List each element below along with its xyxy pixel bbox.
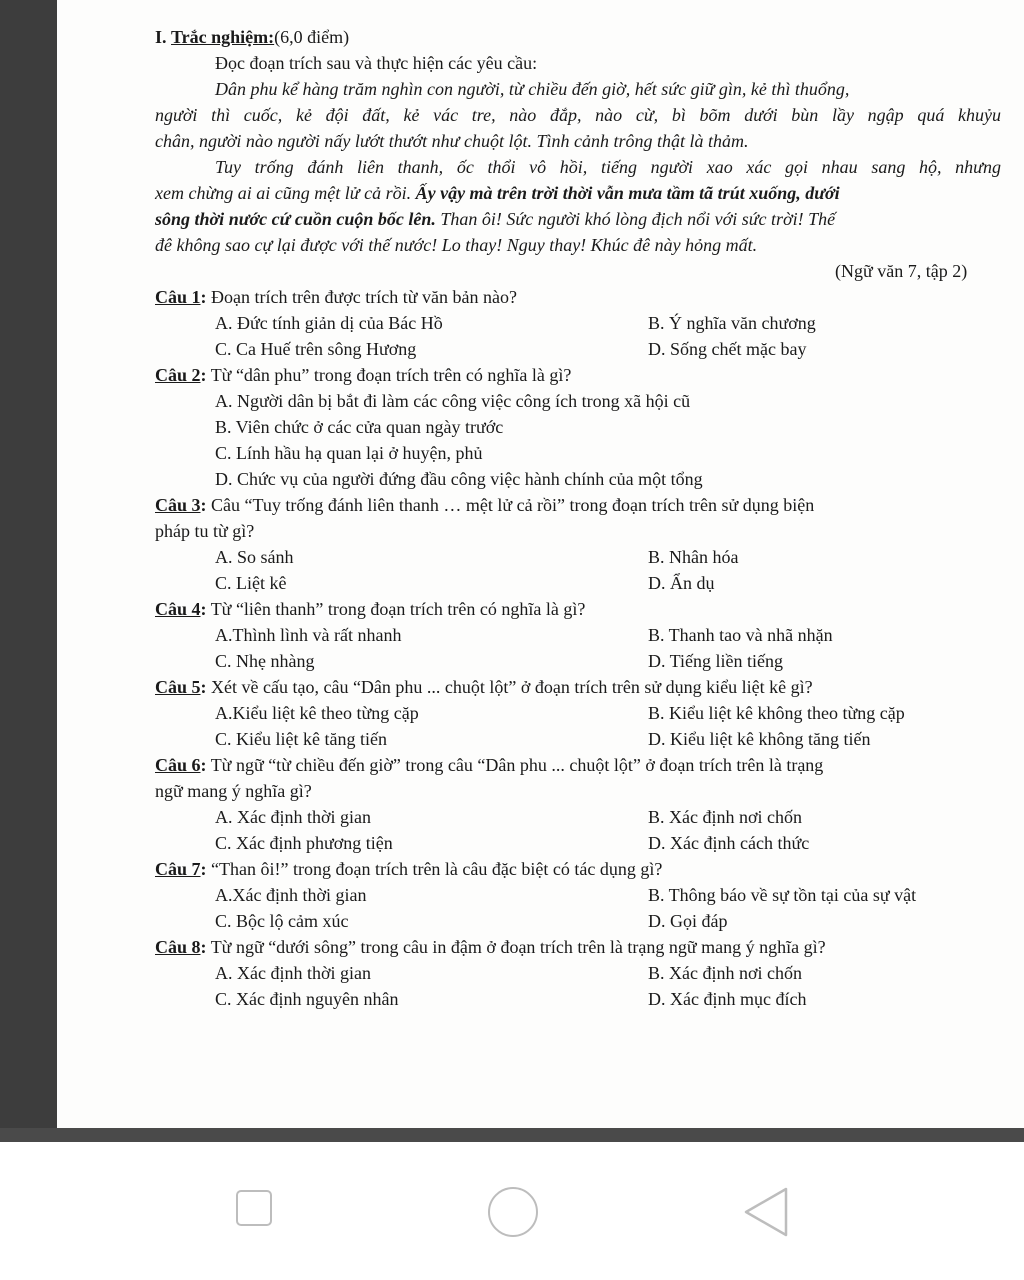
question-3-cont: pháp tu từ gì? xyxy=(155,521,255,541)
passage-line: chân, người nào người nấy lướt thướt như chuột lột. Tình cảnh trông thật là thảm. xyxy=(155,131,749,151)
option-3b: B. Nhân hóa xyxy=(648,547,739,567)
question-3: Câu 3: Câu “Tuy trống đánh liên thanh … mệt lử cả rồi” trong đoạn trích trên sử dụng biện xyxy=(155,495,815,515)
option-8c: C. Xác định nguyên nhân xyxy=(215,989,399,1009)
recent-apps-button[interactable] xyxy=(236,1190,272,1226)
passage-line: Dân phu kể hàng trăm nghìn con người, từ chiều đến giờ, hết sức giữ gìn, kẻ thì thuổng, xyxy=(215,79,850,99)
question-4: Câu 4: Từ “liên thanh” trong đoạn trích trên có nghĩa là gì? xyxy=(155,599,586,619)
option-2d: D. Chức vụ của người đứng đầu công việc hành chính của một tổng xyxy=(215,469,703,489)
passage-line: sông thời nước cứ cuồn cuộn bốc lên. Than ôi! Sức người khó lòng địch nổi với sức trời! Thế xyxy=(155,209,836,229)
option-2c: C. Lính hầu hạ quan lại ở huyện, phủ xyxy=(215,443,483,463)
option-6a: A. Xác định thời gian xyxy=(215,807,371,827)
question-2: Câu 2: Từ “dân phu” trong đoạn trích trên có nghĩa là gì? xyxy=(155,365,572,385)
passage-line: đê không sao cự lại được với thế nước! Lo thay! Nguy thay! Khúc đê này hỏng mất. xyxy=(155,235,758,255)
option-7a: A.Xác định thời gian xyxy=(215,885,367,905)
passage-line: người thì cuốc, kẻ đội đất, kẻ vác tre, nào đắp, nào cừ, bì bõm dưới bùn lầy ngập quá khuỷu xyxy=(155,105,1001,125)
option-5c: C. Kiểu liệt kê tăng tiến xyxy=(215,729,387,749)
question-5: Câu 5: Xét về cấu tạo, câu “Dân phu ... chuột lột” ở đoạn trích trên sử dụng kiểu liệt kê gì? xyxy=(155,677,813,697)
option-7c: C. Bộc lộ cảm xúc xyxy=(215,911,349,931)
instruction: Đọc đoạn trích sau và thực hiện các yêu cầu: xyxy=(215,53,538,73)
back-button[interactable] xyxy=(742,1186,790,1238)
option-4c: C. Nhẹ nhàng xyxy=(215,651,315,671)
option-1a: A. Đức tính giản dị của Bác Hồ xyxy=(215,313,443,333)
option-2a: A. Người dân bị bắt đi làm các công việc công ích trong xã hội cũ xyxy=(215,391,691,411)
option-2b: B. Viên chức ở các cửa quan ngày trước xyxy=(215,417,504,437)
option-6b: B. Xác định nơi chốn xyxy=(648,807,802,827)
question-6: Câu 6: Từ ngữ “từ chiều đến giờ” trong câu “Dân phu ... chuột lột” ở đoạn trích trên là trạng xyxy=(155,755,824,775)
passage-line: xem chừng ai ai cũng mệt lử cả rồi. Ấy vậy mà trên trời thời vẫn mưa tầm tã trút xuống, dưới xyxy=(155,183,840,203)
option-3c: C. Liệt kê xyxy=(215,573,287,593)
option-4b: B. Thanh tao và nhã nhặn xyxy=(648,625,833,645)
option-7b: B. Thông báo về sự tồn tại của sự vật xyxy=(648,885,917,905)
home-button[interactable] xyxy=(488,1187,538,1237)
document-page xyxy=(57,0,1024,1128)
option-6d: D. Xác định cách thức xyxy=(648,833,810,853)
option-4a: A.Thình lình và rất nhanh xyxy=(215,625,402,645)
question-7: Câu 7: “Than ôi!” trong đoạn trích trên là câu đặc biệt có tác dụng gì? xyxy=(155,859,663,879)
option-6c: C. Xác định phương tiện xyxy=(215,833,393,853)
option-3d: D. Ẩn dụ xyxy=(648,573,715,593)
option-1b: B. Ý nghĩa văn chương xyxy=(648,313,816,333)
passage-source: (Ngữ văn 7, tập 2) xyxy=(835,261,968,281)
option-5a: A.Kiểu liệt kê theo từng cặp xyxy=(215,703,419,723)
option-8a: A. Xác định thời gian xyxy=(215,963,371,983)
back-triangle-icon xyxy=(746,1189,786,1235)
question-6-cont: ngữ mang ý nghĩa gì? xyxy=(155,781,312,801)
option-1d: D. Sống chết mặc bay xyxy=(648,339,807,359)
section-heading: I. Trắc nghiệm:(6,0 điểm) xyxy=(155,27,350,47)
option-8d: D. Xác định mục đích xyxy=(648,989,807,1009)
option-3a: A. So sánh xyxy=(215,547,294,567)
question-8: Câu 8: Từ ngữ “dưới sông” trong câu in đậm ở đoạn trích trên là trạng ngữ mang ý nghĩa gì? xyxy=(155,937,826,957)
question-1: Câu 1: Đoạn trích trên được trích từ văn bản nào? xyxy=(155,287,517,307)
option-1c: C. Ca Huế trên sông Hương xyxy=(215,339,417,359)
option-4d: D. Tiếng liền tiếng xyxy=(648,651,784,671)
option-7d: D. Gọi đáp xyxy=(648,911,728,931)
passage-line: Tuy trống đánh liên thanh, ốc thổi vô hồi, tiếng người xao xác gọi nhau sang hộ, nhưng xyxy=(215,157,1001,177)
left-dark-margin xyxy=(0,0,57,1140)
bottom-dark-band xyxy=(0,1128,1024,1142)
option-5b: B. Kiểu liệt kê không theo từng cặp xyxy=(648,703,905,723)
option-8b: B. Xác định nơi chốn xyxy=(648,963,802,983)
option-5d: D. Kiểu liệt kê không tăng tiến xyxy=(648,729,871,749)
